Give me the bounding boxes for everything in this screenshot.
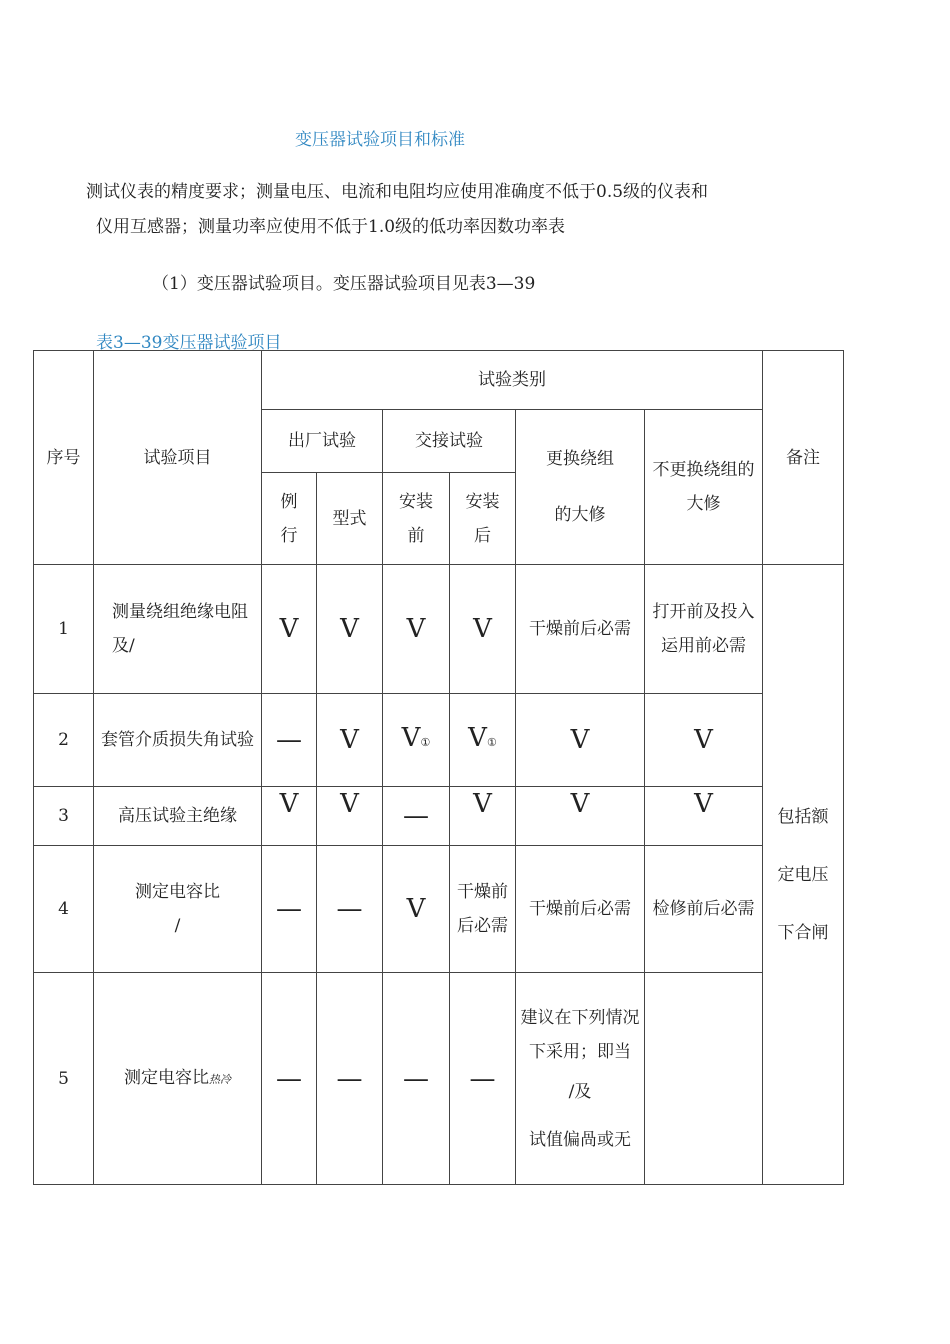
header-before-line-2: 前 xyxy=(407,525,425,546)
row-seq: 3 xyxy=(34,787,94,846)
header-before-install xyxy=(383,473,450,565)
table-row xyxy=(34,694,844,787)
remark-line-1: 包括额 xyxy=(777,806,829,827)
row-routine: — xyxy=(262,694,317,787)
header-item: 试验项目 xyxy=(94,351,262,565)
row-item-note: / xyxy=(174,916,181,936)
row-rewind: 干燥前后必需 xyxy=(516,565,645,694)
row-after: V xyxy=(450,787,516,846)
row-seq: 2 xyxy=(34,694,94,787)
table-row xyxy=(34,846,844,973)
row-type: V xyxy=(317,694,383,787)
header-after-line-2: 后 xyxy=(474,525,491,546)
header-routine xyxy=(262,473,317,565)
row-item-text: 测定电容比 xyxy=(124,1067,209,1088)
row-rewind-text: 建议在下列情况下采用；即当 xyxy=(520,1007,640,1062)
row-item: 高压试验主绝缘 xyxy=(94,787,262,846)
row-rewind: V xyxy=(516,694,645,787)
header-type: 型式 xyxy=(317,473,383,565)
row-type: V xyxy=(317,565,383,694)
intro-line-3: （1）变压器试验项目。变压器试验项目见表3—39 xyxy=(152,274,536,294)
remark-line-3: 下合闸 xyxy=(777,922,829,943)
header-after-line-1: 安装 xyxy=(465,491,500,512)
intro-line-2: 仪用互感器；测量功率应使用不低于1.0级的低功率因数功率表 xyxy=(96,217,566,237)
row-routine: V xyxy=(262,787,317,846)
row-rewind xyxy=(516,973,645,1185)
header-routine-line-1: 例 xyxy=(280,491,298,512)
header-seq: 序号 xyxy=(34,351,94,565)
row-rewind-text-3: 试值偏咼或无 xyxy=(529,1129,631,1150)
remark-line-2: 定电压 xyxy=(777,864,829,885)
header-rewind-line-2: 的大修 xyxy=(554,505,606,525)
header-handover: 交接试验 xyxy=(383,410,516,473)
header-rewind-line-1: 更换绕组 xyxy=(546,449,614,469)
row-before: V xyxy=(383,565,450,694)
row-seq: 1 xyxy=(34,565,94,694)
row-item: 测量绕组绝缘电阻及/ xyxy=(94,565,262,694)
table-row xyxy=(34,973,844,1185)
row-before-symbol: V xyxy=(401,722,421,753)
header-before-line-1: 安装 xyxy=(399,491,433,512)
header-remark: 备注 xyxy=(763,351,844,565)
table-row xyxy=(34,565,844,694)
row-before xyxy=(383,694,450,787)
row-after xyxy=(450,694,516,787)
header-category: 试验类别 xyxy=(262,351,763,410)
row-seq: 4 xyxy=(34,846,94,973)
row-item xyxy=(94,846,262,973)
header-rewind xyxy=(516,410,645,565)
table-caption: 表3—39变压器试验项目 xyxy=(96,333,282,353)
row-before: — xyxy=(383,973,450,1185)
row-routine: — xyxy=(262,973,317,1185)
row-type: — xyxy=(317,846,383,973)
page-title: 变压器试验项目和标准 xyxy=(295,130,465,150)
header-factory: 出厂试验 xyxy=(262,410,383,473)
row-rewind: V xyxy=(516,787,645,846)
row-type: — xyxy=(317,973,383,1185)
row-item-sub: 热冷 xyxy=(209,1072,231,1086)
row-type: V xyxy=(317,787,383,846)
row-seq: 5 xyxy=(34,973,94,1185)
row-routine: — xyxy=(262,846,317,973)
row-no-rewind: 检修前后必需 xyxy=(645,846,763,973)
test-items-table xyxy=(33,350,844,1185)
row-after-note: ① xyxy=(486,735,497,749)
table-row xyxy=(34,787,844,846)
row-no-rewind xyxy=(645,973,763,1185)
header-routine-line-2: 行 xyxy=(280,525,298,546)
row-rewind-text-2: /及 xyxy=(568,1081,592,1102)
row-item-text: 测定电容比 xyxy=(135,882,220,902)
row-after: V xyxy=(450,565,516,694)
row-no-rewind: V xyxy=(645,787,763,846)
row-before-note: ① xyxy=(420,735,431,749)
header-after-install xyxy=(450,473,516,565)
row-before: V xyxy=(383,846,450,973)
row-after: 干燥前后必需 xyxy=(450,846,516,973)
row-before: — xyxy=(383,787,450,846)
row-routine: V xyxy=(262,565,317,694)
row-rewind: 干燥前后必需 xyxy=(516,846,645,973)
row-no-rewind: V xyxy=(645,694,763,787)
remark-cell xyxy=(763,565,844,1185)
row-after-symbol: V xyxy=(468,722,487,753)
row-after: — xyxy=(450,973,516,1185)
row-item: 套管介质损失角试验 xyxy=(94,694,262,787)
header-no-rewind: 不更换绕组的大修 xyxy=(645,410,763,565)
row-item xyxy=(94,973,262,1185)
intro-line-1: 测试仪表的精度要求；测量电压、电流和电阻均应使用准确度不低于0.5级的仪表和 xyxy=(86,182,709,202)
row-no-rewind: 打开前及投入运用前必需 xyxy=(645,565,763,694)
